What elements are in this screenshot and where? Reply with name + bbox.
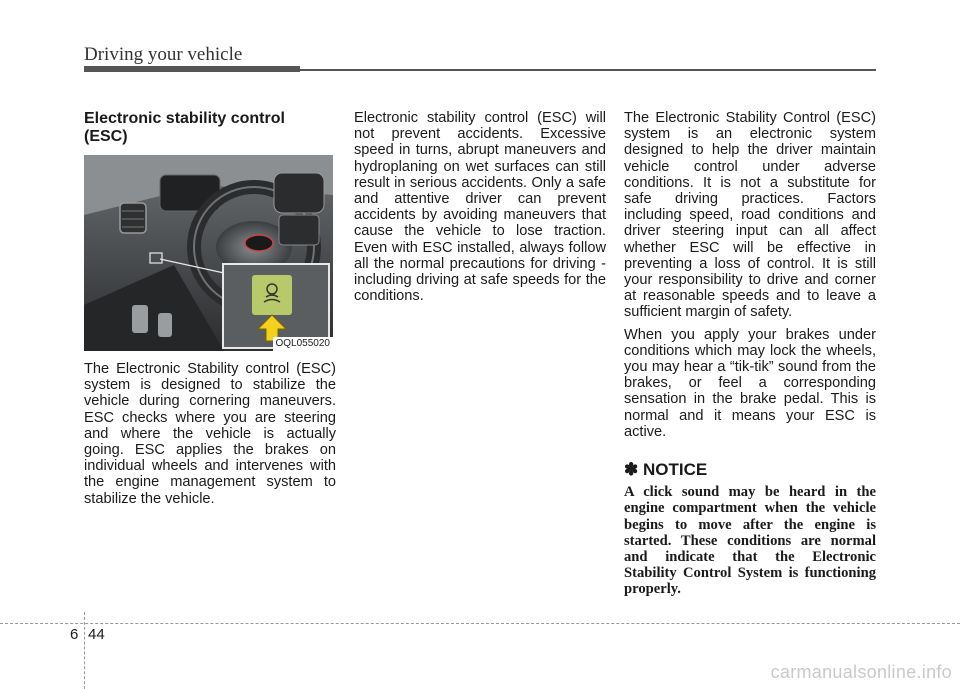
chapter-number: 6 (70, 626, 79, 643)
esc-off-icon (252, 275, 292, 315)
column-right (624, 110, 876, 598)
header-rule-thick (84, 66, 300, 72)
notice-title: ✽ NOTICE (624, 460, 708, 480)
section-title: Electronic stability control (ESC) (84, 110, 285, 145)
esc-button-illustration (84, 155, 333, 351)
paragraph: The Electronic Stability Control (ESC) system is an electronic system designed to help the driver maintain vehicle control under adverse conditions. It is not a substitute for safe driving practices. Factors including speed, road conditions and driver steering input can all affect whether ESC will be effective in preventing a loss of control. It is still your responsibility to drive and corner at reasonable speeds and to leave a sufficient margin of safety. (624, 110, 876, 321)
paragraph: When you apply your brakes under conditions which may lock the wheels, you may hear a “tik-tik” sound from the brakes, or feel a corresponding sensation in the brake pedal. This is normal and it means your ESC is active. (624, 326, 876, 440)
figure-code: OQL055020 (273, 337, 334, 351)
paragraph: The Electronic Stability control (ESC) system is designed to stabilize the vehicle during cornering maneuvers. ESC checks where you are steering and where the vehicle is actually going. ESC applies the brakes on individual wheels and intervenes with the engine management system to stabilize the vehicle. (84, 361, 336, 507)
column-left (84, 110, 336, 507)
header-rule-thin (300, 69, 876, 71)
page-number: 44 (88, 626, 105, 643)
notice-body: A click sound may be heard in the engine compartment when the vehicle begins to move after the engine is started. These conditions are normal and indicate that the Electronic Stability Control System is functioning properly. (624, 484, 876, 598)
esc-off-button (252, 275, 292, 315)
column-middle (354, 110, 606, 304)
footer-rule (0, 623, 960, 624)
header-title: Driving your vehicle (84, 44, 243, 65)
paragraph: Electronic stability control (ESC) will not prevent accidents. Excessive speed in turns, abrupt maneuvers and hydroplaning on wet surfaces can still result in serious accidents. Only a safe and attentive driver can prevent accidents by avoiding maneuvers that cause the vehicle to lose traction. Even with ESC installed, always follow all the normal precautions for driving - including driving at safe speeds for the conditions. (354, 110, 606, 305)
watermark: carmanualsonline.info (770, 662, 952, 682)
footer-divider (84, 612, 85, 689)
